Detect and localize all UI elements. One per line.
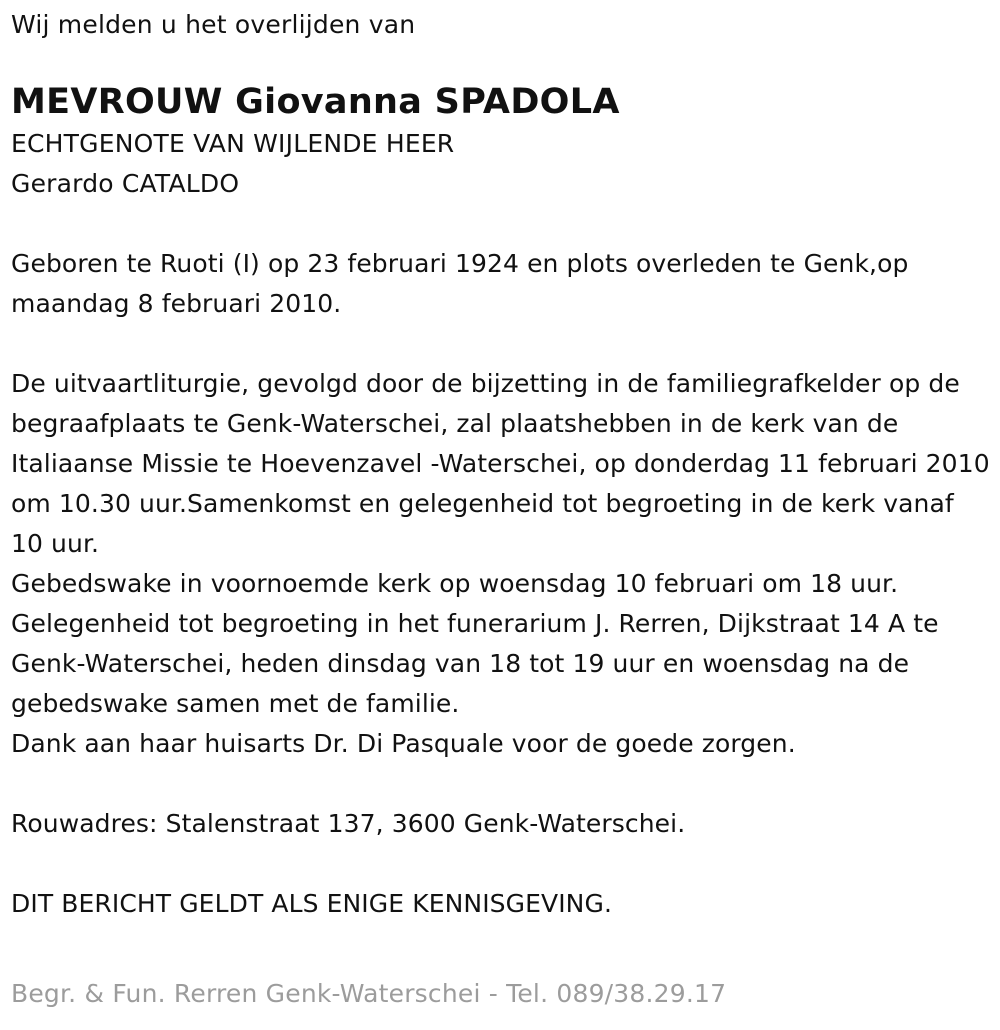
- thanks-text: Dank aan haar huisarts Dr. Di Pasquale voor de goede zorgen.: [11, 729, 796, 758]
- deceased-name: MEVROUW Giovanna SPADOLA: [11, 82, 620, 122]
- funeral-home-footer: Begr. & Fun. Rerren Genk-Waterschei - Tel. 089/38.29.17: [11, 979, 727, 1008]
- funeral-text: De uitvaartliturgie, gevolgd door de bijzetting in de familiegrafkelder op de begraafplaats te Genk-Waterschei, zal plaatshebben in de kerk van de Italiaanse Missie te Hoevenzavel -Waterschei, op donderdag 11 februari 2010 om 10.30 uur.Samenkomst en gelegenheid tot begroeting in de kerk vanaf 10 uur.: [11, 369, 990, 558]
- intro-text: Wij melden u het overlijden van: [11, 10, 416, 39]
- spouse-line-1: ECHTGENOTE VAN WIJLENDE HEER: [11, 129, 455, 158]
- birth-death-text: Geboren te Ruoti (I) op 23 februari 1924 en plots overleden te Genk,op maandag 8 februari 2010.: [11, 249, 909, 318]
- notice-text: DIT BERICHT GELDT ALS ENIGE KENNISGEVING.: [11, 889, 612, 918]
- address-text: Rouwadres: Stalenstraat 137, 3600 Genk-Waterschei.: [11, 809, 686, 838]
- vigil-text: Gebedswake in voornoemde kerk op woensdag 10 februari om 18 uur.: [11, 569, 899, 598]
- visitation-text: Gelegenheid tot begroeting in het funerarium J. Rerren, Dijkstraat 14 A te Genk-Waterschei, heden dinsdag van 18 tot 19 uur en woensdag na de gebedswake samen met de familie.: [11, 609, 939, 718]
- spouse-line-2: Gerardo CATALDO: [11, 169, 240, 198]
